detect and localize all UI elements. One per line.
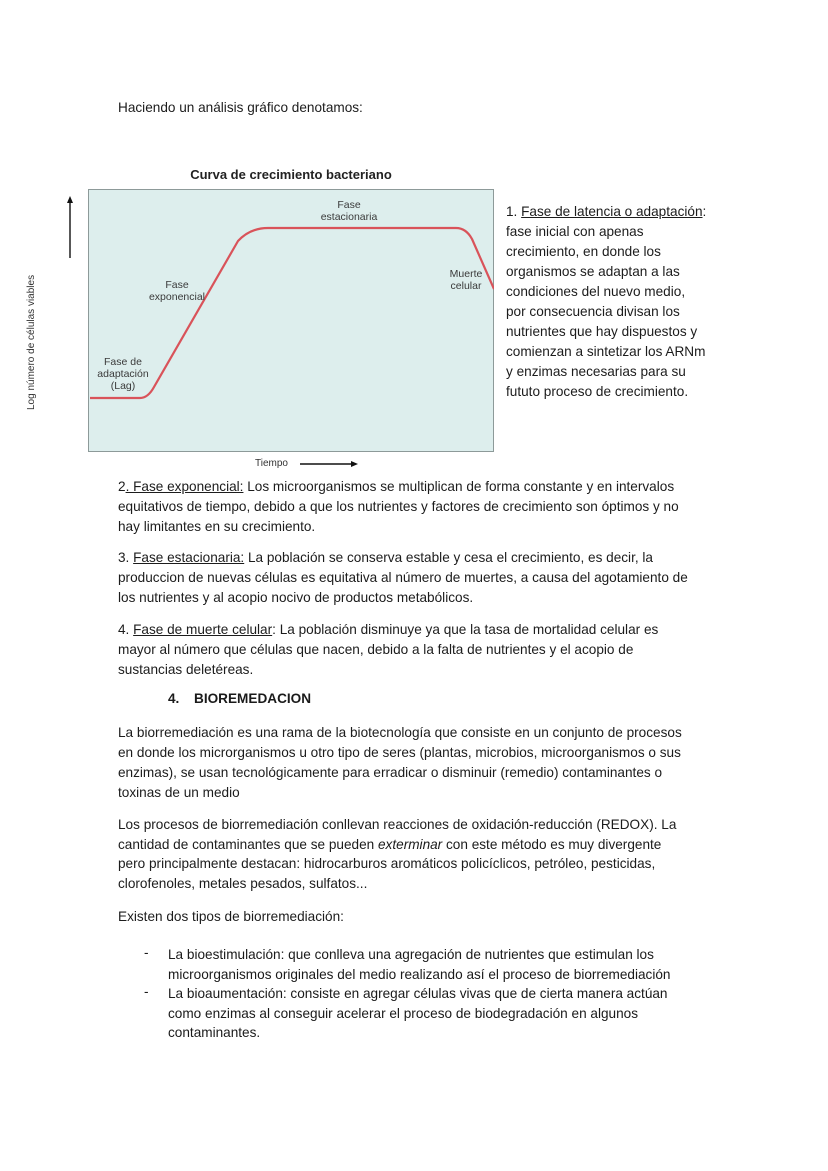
phase-4-title: Fase de muerte celular (133, 622, 273, 637)
death-phase-label: Muerte celular (449, 268, 483, 292)
chart-title: Curva de crecimiento bacteriano (190, 167, 392, 182)
y-axis-arrow-icon (66, 196, 74, 260)
phase-3-title: Fase estacionaria: (133, 550, 245, 565)
x-axis-label: Tiempo (255, 458, 288, 469)
phase-2-title: . Fase exponencial: (125, 479, 244, 494)
lag-phase-label: Fase de adaptación (Lag) (97, 356, 149, 392)
section-heading: 4. BIOREMEDACION (168, 691, 312, 706)
list-item-bioaugmentation: La bioaumentación: consiste en agregar células vivas que de cierta manera actúan como enzimas al conseguir acelerar el proceso de biodegradación en algunos contaminantes. (168, 986, 668, 1040)
growth-curve (88, 189, 494, 452)
list-bullet: - (144, 984, 149, 999)
phase-1-description: 1. Fase de latencia o adaptación: fase inicial con apenas crecimiento, en donde los organismos se adaptan a las condiciones del nuevo medio, por consecuencia divisan los nutrientes que hay dispuestos y comienzan a sintetizar los ARNm y enzimas necesarias para su fututo proceso de crecimiento. (506, 204, 707, 399)
intro-text: Haciendo un análisis gráfico denotamos: (118, 100, 363, 115)
bioremediation-definition: La biorremediación es una rama de la biotecnología que consiste en un conjunto de procesos en donde los microrganismos u otro tipo de seres (plantas, microbios, microorganismos o sus enzimas), se usan tecnológicamente para erradicar o disminuir (remedio) contaminantes o toxinas de un medio (118, 725, 682, 800)
phase-3-description: 3. Fase estacionaria: La población se conserva estable y cesa el crecimiento, es decir, la produccion de nuevas células es equitativa al número de muertes, a causa del agotamiento de los nutrientes y al acopio nocivo de productos metabólicos. (118, 550, 688, 605)
stationary-phase-label: Fase estacionaria (320, 199, 378, 223)
phase-1-title: Fase de latencia o adaptación (521, 204, 703, 219)
phase-4-description: 4. Fase de muerte celular: La población disminuye ya que la tasa de mortalidad celular es mayor al número que células que nacen, debido a la falta de nutrientes y el acopio de sustancias deletéreas. (118, 622, 659, 677)
phase-2-description: 2. Fase exponencial: Los microorganismos se multiplican de forma constante y en intervalos equitativos de tiempo, debido a que los nutrientes y factores de crecimiento son óptimos y no hay limitantes en su crecimiento. (118, 479, 679, 534)
list-bullet: - (144, 945, 149, 960)
list-item-biostimulation: La bioestimulación: que conlleva una agregación de nutrientes que estimulan los microorganismos originales del medio realizando así el proceso de biorremediación (168, 947, 671, 982)
bioremediation-processes: Los procesos de biorremediación conllevan reacciones de oxidación-reducción (REDOX). La cantidad de contaminantes que se pueden exterminar con este método es muy divergente pero principalmente destacan: hidrocarburos aromáticos policíclicos, petróleo, pesticidas, clorofenoles, metales pesados, sulfatos... (118, 817, 677, 891)
x-axis-arrow-icon (300, 460, 358, 468)
exponential-phase-label: Fase exponencial (148, 279, 206, 303)
y-axis-label: Log número de células viables (26, 274, 37, 410)
types-intro: Existen dos tipos de biorremediación: (118, 909, 344, 924)
